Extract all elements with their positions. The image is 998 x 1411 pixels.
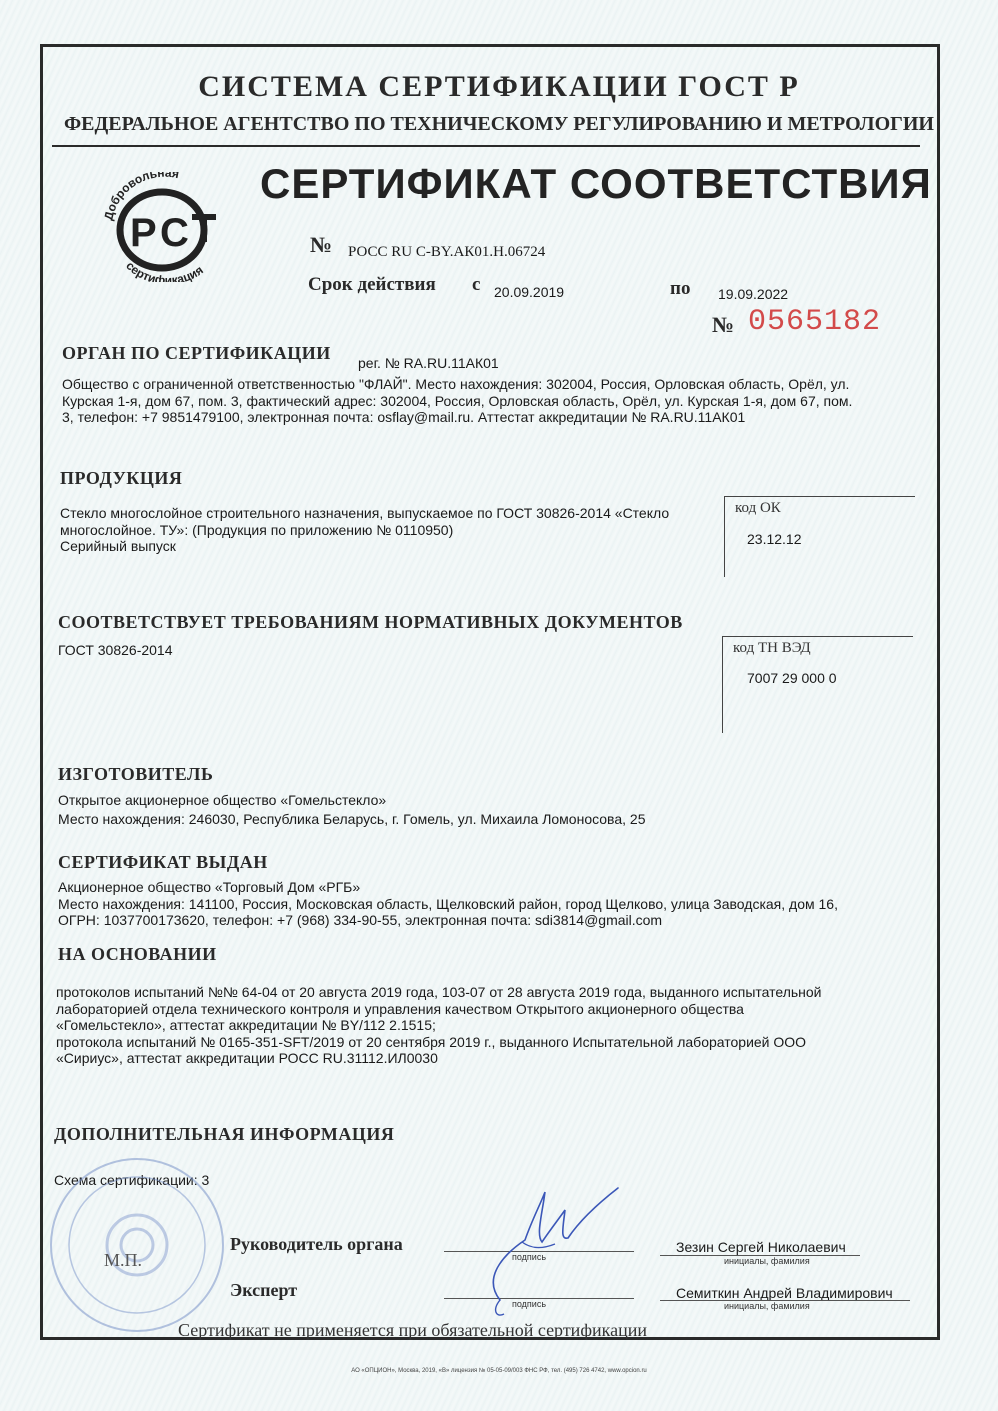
okpd-code: 23.12.12 — [747, 531, 802, 547]
svg-text:сертификация: сертификация — [123, 258, 206, 282]
certificate-title: СЕРТИФИКАТ СООТВЕТСТВИЯ — [260, 160, 932, 207]
expert-signature-caption: подпись — [512, 1299, 547, 1309]
organ-line: Курская 1-я, дом 67, пом. 3, фактический адрес: 302004, Россия, Орловская область, Орёл, ул. Курская 1-я, дом 67, пом. — [62, 392, 853, 409]
product-details — [60, 505, 725, 555]
okpd-code-box — [724, 496, 915, 577]
organ-details — [62, 376, 922, 426]
issued-to-line: Акционерное общество «Торговый Дом «РГБ» — [58, 879, 361, 895]
basis-line: лабораторией отдела технического контроля и управления качеством Открытого акционерного общества — [56, 1000, 744, 1017]
okpd-code-label: код ОК — [735, 500, 781, 516]
validity-from-date: 20.09.2019 — [494, 284, 565, 300]
printer-note: АО «ОПЦИОН», Москва, 2019, «В» лицензия № 05-05-09/003 ФНС РФ, тел. (495) 726 4742, www.opcion.ru — [351, 1368, 647, 1374]
product-line: многослойное. ТУ»: (Продукция по приложению № 0110950) — [60, 521, 454, 538]
organ-line: 3, телефон: +7 9851479100, электронная почта: osflay@mail.ru. Аттестат аккредитации № RA.RU.11АК01 — [62, 409, 746, 425]
issued-to-line: ОГРН: 1037700173620, телефон: +7 (968) 334-90-55, электронная почта: sdi3814@gmail.com — [58, 912, 663, 928]
organ-reg: рег. № RA.RU.11АК01 — [358, 355, 499, 371]
notice: Сертификат не применяется при обязательной сертификации — [178, 1320, 647, 1340]
svg-text:Р: Р — [130, 211, 157, 255]
basis-line: протокола испытаний № 0165-351-SFT/2019 от 20 сентября 2019 г., выданного Испытательной лабораторией ООО — [56, 1033, 807, 1050]
manufacturer-line: Место нахождения: 246030, Республика Беларусь, г. Гомель, ул. Михаила Ломоносова, 25 — [58, 811, 646, 827]
validity-label: Срок действия — [308, 274, 436, 295]
stamp-icon — [42, 1150, 232, 1340]
product-line: Стекло многослойное строительного назначения, выпускаемое по ГОСТ 30826-2014 «Стекло — [60, 505, 670, 521]
rst-logo-icon — [100, 172, 230, 282]
validity-to-date: 19.09.2022 — [718, 286, 789, 302]
manufacturer-line: Открытое акционерное общество «Гомельстекло» — [58, 792, 387, 808]
agency-heading: ФЕДЕРАЛЬНОЕ АГЕНТСТВО ПО ТЕХНИЧЕСКОМУ РЕГУЛИРОВАНИЮ И МЕТРОЛОГИИ — [64, 113, 934, 135]
rst-logo — [100, 172, 230, 282]
issued-to-line: Место нахождения: 141100, Россия, Московская область, Щелковский район, город Щелково, улица Заводская, дом 16, — [58, 895, 838, 912]
serial-number: 0565182 — [748, 305, 882, 339]
basis-line: протоколов испытаний №№ 64-04 от 20 августа 2019 года, 103-07 от 28 августа 2019 года, выданного испытательной — [56, 984, 822, 1000]
certification-scheme: Схема сертификации: 3 — [54, 1172, 210, 1188]
validity-from-label: с — [472, 274, 481, 295]
svg-text:С: С — [160, 211, 189, 255]
product-title: ПРОДУКЦИЯ — [60, 468, 183, 488]
conformity-standard: ГОСТ 30826-2014 — [58, 642, 173, 658]
certificate-number: РОСС RU C-BY.АК01.Н.06724 — [348, 244, 546, 260]
organ-line: Общество с ограниченной ответственностью "ФЛАЙ". Место нахождения: 302004, Россия, Орловская область, Орёл, ул. — [62, 376, 850, 392]
svg-text:Добровольная: Добровольная — [101, 172, 181, 222]
head-name: Зезин Сергей Николаевич — [676, 1239, 846, 1255]
conformity-title: СООТВЕТСТВУЕТ ТРЕБОВАНИЯМ НОРМАТИВНЫХ ДОКУМЕНТОВ — [58, 612, 683, 632]
expert-name: Семиткин Андрей Владимирович — [676, 1285, 893, 1301]
tnved-code-label: код ТН ВЭД — [733, 640, 811, 656]
head-initials-caption: инициалы, фамилия — [724, 1256, 810, 1266]
signature-icon — [470, 1180, 620, 1320]
issued-to-title: СЕРТИФИКАТ ВЫДАН — [58, 852, 268, 872]
handwritten-signature — [470, 1180, 620, 1320]
stamp-mark: М.П. — [104, 1250, 143, 1270]
basis-details — [56, 984, 936, 1067]
head-signature-caption: подпись — [512, 1252, 547, 1262]
expert-label: Эксперт — [230, 1280, 298, 1300]
organ-title: ОРГАН ПО СЕРТИФИКАЦИИ — [62, 343, 331, 363]
product-line: Серийный выпуск — [60, 538, 176, 554]
tnved-code-box — [722, 636, 913, 733]
manufacturer-title: ИЗГОТОВИТЕЛЬ — [58, 764, 214, 784]
basis-line: «Гомельстекло», аттестат аккредитации № BY/112 2.1515; — [56, 1017, 436, 1033]
system-heading: СИСТЕМА СЕРТИФИКАЦИИ ГОСТ Р — [198, 70, 800, 103]
additional-title: ДОПОЛНИТЕЛЬНАЯ ИНФОРМАЦИЯ — [54, 1124, 395, 1144]
tnved-code: 7007 29 000 0 — [747, 670, 837, 686]
organ-stamp — [42, 1150, 232, 1340]
serial-label: № — [712, 312, 735, 337]
head-label: Руководитель органа — [230, 1234, 403, 1254]
header-divider — [52, 145, 920, 147]
number-label: № — [310, 232, 333, 257]
expert-initials-caption: инициалы, фамилия — [724, 1301, 810, 1311]
validity-to-label: по — [670, 278, 691, 299]
manufacturer-details — [58, 791, 918, 829]
issued-to-details — [58, 879, 928, 929]
basis-title: НА ОСНОВАНИИ — [58, 944, 217, 964]
basis-line: «Сириус», аттестат аккредитации РОСС RU.31112.ИЛ0030 — [56, 1050, 438, 1066]
